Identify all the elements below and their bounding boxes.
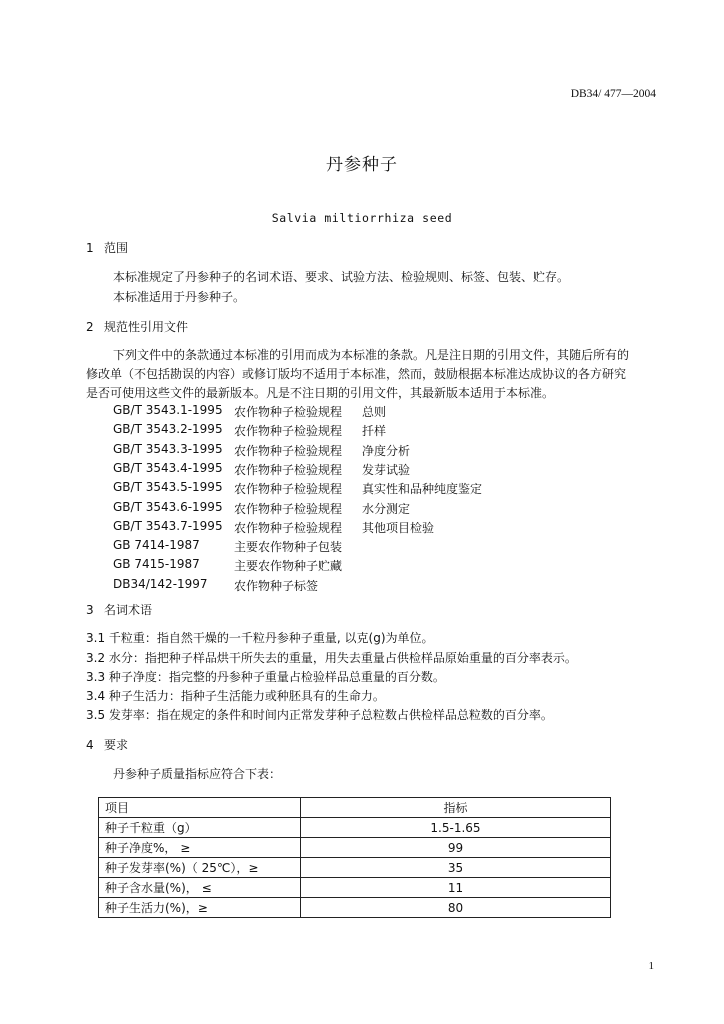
table-cell-item: 种子净度%， ≥: [99, 838, 301, 858]
table-row: [99, 878, 611, 898]
standard-title: 农作物种子检验规程: [234, 501, 343, 516]
paragraph-line: 是否可使用这些文件的最新版本。凡是不注日期的引用文件，其最新版本适用于本标准。: [86, 386, 555, 400]
document-number: DB34/ 477—2004: [570, 88, 656, 100]
section-2-heading: [86, 318, 188, 335]
section-number: 2: [86, 320, 94, 334]
table-cell-value: 35: [301, 858, 611, 878]
term-item: 3.1 千粒重：指自然干燥的一千粒丹参种子重量, 以克(g)为单位。: [86, 631, 434, 645]
table-header-cell: 项目: [99, 798, 301, 818]
standard-subtitle: 扦样: [362, 424, 387, 439]
standard-title: 农作物种子检验规程: [234, 424, 343, 439]
page-number: 1: [648, 960, 654, 972]
standard-title: 主要农作物种子贮藏: [234, 559, 343, 574]
paragraph-line: 修改单（不包括勘误的内容）或修订版均不适用于本标准，然而，鼓励根据本标准达成协议的各方研究: [86, 367, 627, 381]
table-header-cell: 指标: [301, 798, 611, 818]
section-4-heading: [86, 736, 128, 753]
standard-subtitle: 净度分析: [362, 443, 411, 458]
standard-subtitle: 真实性和品种纯度鉴定: [362, 482, 483, 497]
paragraph-line: 本标准规定了丹参种子的名词术语、要求、试验方法、检验规则、标签、包装、贮存。: [113, 270, 570, 284]
section-title: 范围: [104, 241, 129, 255]
standard-subtitle: 总则: [362, 405, 387, 419]
table-cell-item: 种子生活力(%)，≥: [99, 898, 301, 918]
standard-code: GB/T 3543.6-1995: [113, 499, 223, 514]
standard-code: GB 7414-1987: [113, 538, 200, 553]
standard-subtitle: 水分测定: [362, 501, 411, 516]
table-cell-item: 种子含水量(%)， ≤: [99, 878, 301, 898]
standard-title: 农作物种子检验规程: [234, 520, 343, 535]
paragraph-line: 本标准适用于丹参种子。: [113, 290, 246, 304]
standard-code: GB/T 3543.5-1995: [113, 480, 223, 495]
term-item: 3.5 发芽率：指在规定的条件和时间内正常发芽种子总粒数占供检样品总粒数的百分率。: [86, 708, 553, 722]
paragraph-line: 下列文件中的条款通过本标准的引用而成为本标准的条款。凡是注日期的引用文件，其随后所有的: [113, 348, 630, 362]
standard-title: 主要农作物种子包装: [234, 540, 343, 555]
table-row: [99, 858, 611, 878]
term-item: 3.2 水分：指把种子样品烘干所失去的重量，用失去重量占供检样品原始重量的百分率表示。: [86, 651, 577, 665]
quality-spec-table: [98, 797, 611, 918]
standard-title: 农作物种子标签: [234, 578, 319, 593]
standard-code: DB34/142-1997: [113, 576, 208, 591]
table-cell-value: 99: [301, 838, 611, 858]
section-title: 名词术语: [104, 603, 153, 617]
section-title: 规范性引用文件: [104, 320, 189, 334]
term-item: 3.4 种子生活力：指种子生活能力或种胚具有的生命力。: [86, 689, 385, 703]
term-item: 3.3 种子净度：指完整的丹参种子重量占检验样品总重量的百分数。: [86, 670, 445, 684]
standard-code: GB/T 3543.3-1995: [113, 441, 223, 456]
table-cell-item: 种子发芽率(%)（ 25℃），≥: [99, 858, 301, 878]
requirements-intro: 丹参种子质量指标应符合下表：: [113, 767, 282, 781]
standard-title: 农作物种子检验规程: [234, 462, 343, 477]
standard-subtitle: 其他项目检验: [362, 520, 435, 535]
section-1-heading: [86, 239, 128, 256]
table-cell-value: 11: [301, 878, 611, 898]
standard-title: 农作物种子检验规程: [234, 405, 343, 419]
table-cell-value: 1.5-1.65: [301, 818, 611, 838]
section-3-heading: [86, 601, 152, 618]
standard-code: GB 7415-1987: [113, 557, 200, 572]
section-number: 4: [86, 738, 94, 752]
standard-code: GB/T 3543.2-1995: [113, 422, 223, 437]
document-title: 丹参种子: [326, 155, 398, 175]
section-title: 要求: [104, 738, 129, 752]
standard-subtitle: 发芽试验: [362, 462, 411, 477]
standard-title: 农作物种子检验规程: [234, 482, 343, 497]
document-subtitle: Salvia miltiorrhiza seed: [271, 211, 453, 225]
table-row: [99, 818, 611, 838]
table-cell-item: 种子千粒重（g）: [99, 818, 301, 838]
section-number: 3: [86, 603, 94, 617]
section-number: 1: [86, 241, 94, 255]
table-header-row: [99, 798, 611, 818]
standard-code: GB/T 3543.1-1995: [113, 403, 223, 417]
standard-code: GB/T 3543.4-1995: [113, 460, 223, 475]
table-cell-value: 80: [301, 898, 611, 918]
table-row: [99, 898, 611, 918]
standard-code: GB/T 3543.7-1995: [113, 518, 223, 533]
table-row: [99, 838, 611, 858]
standard-title: 农作物种子检验规程: [234, 443, 343, 458]
